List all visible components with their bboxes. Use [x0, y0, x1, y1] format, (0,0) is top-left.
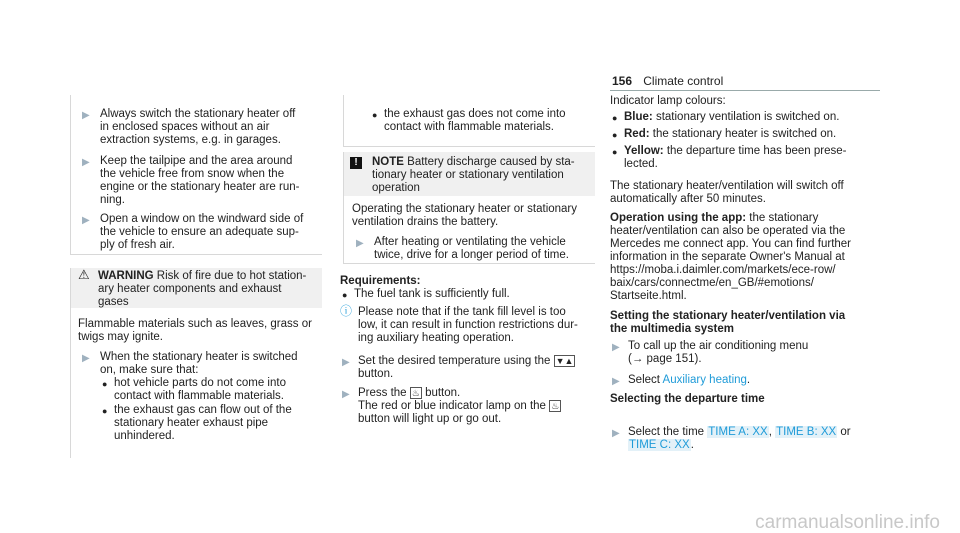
- lamp-blue: Blue: stationary ventilation is switched on.: [624, 111, 840, 123]
- arrow-icon: ▶: [82, 215, 90, 226]
- bullet-icon: ●: [102, 379, 108, 389]
- header-rule: [610, 90, 880, 91]
- note-box-bottom-border: [343, 263, 595, 264]
- warning-sub-3: the exhaust gas does not come into contact with flammable materials.: [384, 108, 566, 133]
- arrow-icon: ▶: [612, 428, 620, 439]
- arrow-icon: ▶: [612, 376, 620, 387]
- arrow-icon: ▶: [342, 389, 350, 400]
- lamp-red: Red: the stationary heater is switched on.: [624, 128, 837, 140]
- bullet-icon: ●: [612, 130, 618, 140]
- safety-step-3: Open a window on the windward side of the vehicle to ensure an adequate sup- ply of fresh air.: [100, 213, 304, 251]
- safety-step-1: Always switch the stationary heater off in enclosed spaces without an air extraction systems, e.g. in garages.: [100, 108, 296, 146]
- page-reference-link[interactable]: (→ page 151).: [628, 353, 702, 365]
- warning-label: WARNING: [98, 270, 154, 282]
- page-header: [612, 75, 723, 89]
- warning-body: Flammable materials such as leaves, grass or twigs may ignite.: [78, 318, 312, 343]
- note-label: NOTE: [372, 156, 404, 168]
- note-heading: NOTE Battery discharge caused by sta- tionary heater or stationary ventilation operation: [372, 156, 575, 194]
- safety-step-2: Keep the tailpipe and the area around the vehicle free from snow when the engine or the stationary heater are run- ning.: [100, 155, 300, 206]
- info-icon: ⓘ: [340, 304, 353, 318]
- info-text: Please note that if the tank fill level is too low, it can result in function restrictions dur- ing auxiliary heating operation.: [358, 306, 578, 344]
- app-operation-text: Operation using the app: the stationary heater/ventilation can also be operated via the Mercedes me connect app. You can find further information in the separate Owner's Manual at https://moba.i.daimler.com/markets/ece-row/ baix/cars/connectme/en_GB/#emotions/ Startseite.html.: [610, 212, 852, 302]
- select-auxiliary-step: Select Auxiliary heating.: [628, 374, 751, 386]
- heater-button-icon: ♨: [551, 401, 560, 412]
- warning-box-left-border: [70, 268, 71, 458]
- box-divider: [343, 146, 595, 147]
- departure-time-title: Selecting the departure time: [610, 393, 765, 405]
- auxiliary-heating-menu-item[interactable]: Auxiliary heating: [662, 374, 747, 386]
- lamp-yellow: Yellow: the departure time has been prese- lected.: [624, 145, 847, 170]
- bullet-icon: ●: [102, 406, 108, 416]
- warning-sub-2: the exhaust gas can flow out of the stationary heater exhaust pipe unhindered.: [114, 404, 292, 442]
- page-number: 156: [612, 74, 633, 88]
- bullet-icon: ●: [342, 290, 348, 300]
- section-title: Climate control: [643, 74, 724, 88]
- watermark: carmanualsonline.info: [755, 512, 940, 533]
- select-time-step: Select the time TIME A: XX, TIME B: XX or TIME C: XX.: [628, 426, 851, 451]
- warning-sub-1: hot vehicle parts do not come into contact with flammable materials.: [114, 377, 286, 402]
- note-step: After heating or ventilating the vehicle twice, drive for a longer period of time.: [374, 236, 569, 261]
- arrow-icon: ▶: [82, 353, 90, 364]
- multimedia-section-title: Setting the stationary heater/ventilation via the multimedia system: [610, 310, 846, 335]
- box-left-border: [343, 95, 344, 147]
- note-box-left-border: [343, 152, 344, 264]
- warning-step: When the stationary heater is switched on, make sure that:: [100, 351, 298, 376]
- bullet-icon: ●: [612, 147, 618, 157]
- heater-button-icon: ♨: [411, 388, 420, 398]
- auto-switch-off-text: The stationary heater/ventilation will switch off automatically after 50 minutes.: [610, 180, 844, 205]
- bullet-icon: ●: [372, 110, 378, 120]
- time-c-option[interactable]: TIME C: XX: [629, 439, 690, 451]
- temperature-button-icon: ▼▲: [555, 356, 574, 366]
- time-a-option[interactable]: TIME A: XX: [708, 426, 768, 438]
- requirement-item: The fuel tank is sufficiently full.: [354, 288, 510, 300]
- arrow-icon: ▶: [342, 357, 350, 368]
- heater-button-step: Press the ♨ button. The red or blue indicator lamp on the ♨ button will light up or go out.: [358, 387, 560, 426]
- warning-triangle-icon: ⚠: [78, 267, 90, 282]
- arrow-icon: ▶: [82, 110, 90, 121]
- warning-box-divider: [70, 254, 322, 255]
- arrow-icon: ▶: [612, 342, 620, 353]
- time-b-option[interactable]: TIME B: XX: [776, 426, 837, 438]
- note-body: Operating the stationary heater or stationary ventilation drains the battery.: [352, 203, 578, 228]
- lamp-colours-title: Indicator lamp colours:: [610, 95, 726, 107]
- bullet-icon: ●: [612, 113, 618, 123]
- call-menu-step: To call up the air conditioning menu (→ page 151).: [628, 340, 809, 365]
- arrow-icon: ▶: [82, 157, 90, 168]
- arrow-icon: ▶: [356, 238, 364, 249]
- requirements-title: Requirements:: [340, 275, 421, 287]
- warning-box-left-border: [70, 95, 71, 255]
- exclamation-icon: !: [350, 157, 362, 169]
- warning-heading: WARNING Risk of fire due to hot station- ary heater components and exhaust gases: [98, 270, 307, 308]
- temperature-step: Set the desired temperature using the ▼▲ button.: [358, 355, 574, 381]
